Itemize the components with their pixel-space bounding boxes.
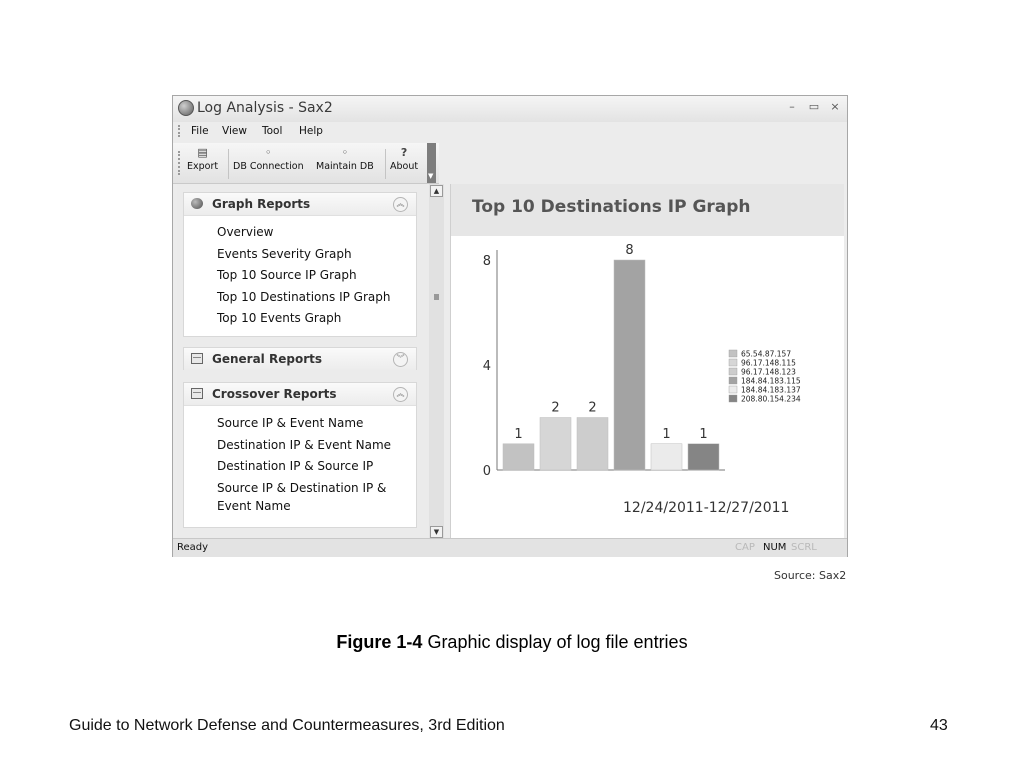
report-link-destination-ip-source-ip[interactable]: Destination IP & Source IP [217, 459, 374, 473]
toolbar-separator [228, 149, 229, 179]
menu-help[interactable]: Help [299, 125, 323, 137]
bar [540, 418, 571, 471]
crossover-reports-header[interactable] [184, 383, 416, 406]
app-icon [178, 100, 194, 116]
legend-label: 96.17.148.123 [741, 367, 796, 377]
panel-title: Graph Reports [212, 197, 311, 211]
maintain-db-icon: ◦ [341, 146, 349, 159]
menu-file[interactable]: File [191, 125, 209, 137]
report-link-source-ip-event-name[interactable]: Source IP & Event Name [217, 416, 364, 430]
about-label: About [390, 161, 419, 172]
bar-value-label: 8 [625, 243, 634, 258]
report-icon [191, 353, 203, 364]
report-link-destination-ip-event-name[interactable]: Destination IP & Event Name [217, 438, 392, 452]
toolbar-separator [385, 149, 386, 179]
figure-text: Graphic display of log file entries [422, 632, 688, 652]
bar [503, 444, 534, 470]
minimize-button[interactable]: – [789, 100, 795, 113]
menu-grip [178, 125, 182, 137]
legend-swatch [729, 386, 737, 393]
about-button[interactable] [390, 147, 418, 172]
about-icon: ? [400, 146, 408, 159]
db-connection-button[interactable] [233, 147, 304, 172]
report-icon [191, 388, 203, 399]
toolbar-overflow-button[interactable] [427, 143, 436, 183]
source-note: Source: Sax2 [774, 569, 847, 582]
report-link-events-severity-graph[interactable]: Events Severity Graph [217, 247, 352, 261]
maintain-db-label: Maintain DB [316, 161, 374, 172]
collapse-icon[interactable]: ︽ [393, 387, 408, 402]
scroll-down-arrow-icon[interactable]: ▼ [430, 526, 443, 538]
report-link-top10-source-ip-graph[interactable]: Top 10 Source IP Graph [217, 268, 357, 282]
y-tick-label: 8 [482, 254, 491, 269]
report-link-top10-events-graph[interactable]: Top 10 Events Graph [217, 311, 342, 325]
legend-swatch [729, 350, 737, 357]
bar-value-label: 1 [662, 426, 671, 442]
legend-swatch [729, 377, 737, 384]
legend-swatch [729, 359, 737, 366]
book-title: Guide to Network Defense and Countermeasures, 3rd Edition [69, 717, 505, 734]
menu-tool[interactable]: Tool [262, 125, 283, 137]
crossover-reports-panel [183, 382, 417, 528]
export-button[interactable] [187, 147, 218, 172]
general-reports-panel [183, 347, 417, 370]
window-title: Log Analysis - Sax2 [197, 100, 333, 116]
legend-label: 184.84.183.137 [741, 385, 801, 395]
scroll-up-arrow-icon[interactable]: ▲ [430, 185, 443, 197]
menu-view[interactable]: View [222, 125, 247, 137]
toolbar-grip [178, 151, 182, 175]
bar-value-label: 1 [514, 426, 523, 442]
bar-chart [451, 184, 844, 539]
export-label: Export [187, 161, 219, 172]
page-number: 43 [930, 717, 948, 734]
graph-reports-panel [183, 192, 417, 337]
status-text: Ready [177, 542, 209, 553]
y-tick-label: 0 [482, 464, 491, 479]
db-connection-icon: ◦ [265, 146, 272, 159]
close-button[interactable]: × [830, 100, 840, 113]
report-link-top10-destinations-ip-graph[interactable]: Top 10 Destinations IP Graph [217, 290, 391, 304]
report-link-source-ip-destination-ip-event-name[interactable]: Source IP & Destination IP & [217, 481, 387, 495]
maintain-db-button[interactable] [316, 147, 374, 172]
graph-reports-header[interactable] [184, 193, 416, 216]
legend-label: 65.54.87.157 [741, 349, 792, 359]
report-link-overview[interactable]: Overview [217, 225, 274, 239]
bar [688, 444, 719, 470]
graph-title: Top 10 Destinations IP Graph [472, 197, 751, 217]
general-reports-header[interactable] [184, 348, 416, 370]
panel-title: General Reports [212, 352, 322, 366]
status-scrl: SCRL [791, 542, 817, 553]
graph-pane [450, 184, 844, 539]
bar [577, 418, 608, 471]
left-pane-scrollbar[interactable] [429, 184, 444, 539]
maximize-button[interactable]: ▭ [808, 100, 820, 113]
figure-caption [0, 632, 1024, 653]
export-icon: ▤ [197, 146, 208, 159]
date-range-label: 12/24/2011-12/27/2011 [623, 500, 790, 516]
collapse-icon[interactable]: ︽ [393, 197, 408, 212]
panel-title: Crossover Reports [212, 387, 337, 401]
status-bar [173, 538, 847, 557]
expand-icon[interactable]: ︾ [393, 352, 408, 367]
bar-value-label: 1 [699, 426, 708, 442]
app-window [172, 95, 848, 557]
report-navigation-pane [177, 184, 429, 539]
bar-value-label: 2 [588, 400, 597, 416]
globe-icon [191, 198, 203, 209]
status-cap: CAP [735, 542, 755, 553]
bar [614, 260, 645, 470]
legend-swatch [729, 395, 737, 402]
legend-label: 96.17.148.115 [741, 358, 796, 368]
chevron-down-icon: ▼ [428, 172, 434, 180]
figure-label: Figure 1-4 [336, 632, 423, 652]
y-tick-label: 4 [482, 359, 491, 374]
status-num: NUM [763, 542, 787, 553]
report-link-source-ip-destination-ip-event-name-cont[interactable]: Event Name [217, 499, 291, 513]
legend-label: 184.84.183.115 [741, 376, 801, 386]
bar [651, 444, 682, 470]
menu-bar [173, 123, 847, 141]
db-connection-label: DB Connection [233, 161, 304, 172]
toolbar [173, 143, 439, 184]
title-bar[interactable] [173, 96, 847, 122]
scroll-thumb[interactable] [434, 294, 439, 300]
bar-value-label: 2 [551, 400, 560, 416]
legend-label: 208.80.154.234 [741, 394, 801, 404]
legend-swatch [729, 368, 737, 375]
